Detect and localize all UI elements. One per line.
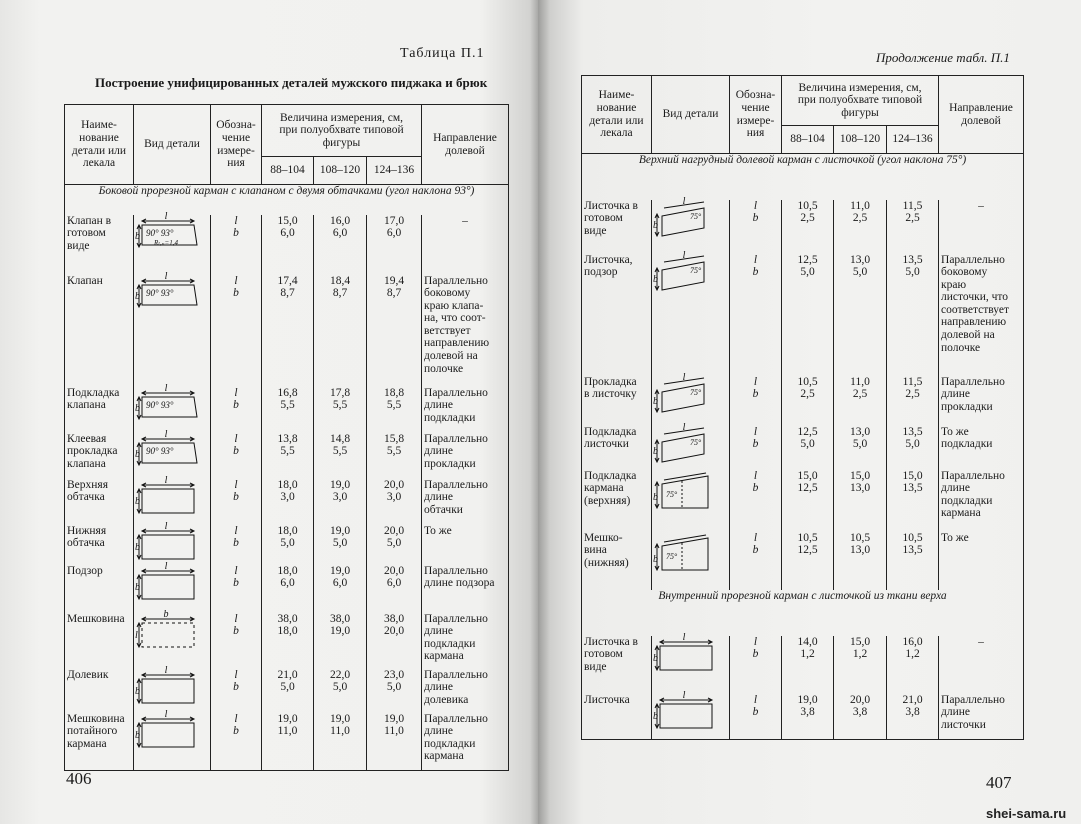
- figure-label: b: [653, 553, 658, 565]
- table-row: [65, 613, 509, 669]
- value-size-3: 20,0 3,0: [367, 479, 422, 525]
- detail-figure: [653, 371, 726, 416]
- value-size-1: 18,0 3,0: [262, 479, 314, 525]
- grain-direction: Параллельно длине подкладки: [422, 387, 509, 433]
- value-size-1: 17,4 8,7: [262, 275, 314, 387]
- value-size-2: 16,0 6,0: [314, 215, 367, 275]
- grain-direction: Параллельно боковому краю листочки, что соответствует направлению долевой на полочке: [939, 254, 1024, 376]
- value-size-3: 23,0 5,0: [367, 669, 422, 713]
- figure-label: l: [164, 520, 168, 532]
- value-size-3: 11,5 2,5: [887, 200, 939, 254]
- col-header-size-3: 124–136: [887, 126, 939, 154]
- table-row: [65, 669, 509, 713]
- detail-name: Клапан в готовом виде: [65, 215, 134, 275]
- detail-view-cell: [652, 470, 730, 532]
- measure-symbol: l b: [211, 387, 262, 433]
- detail-figure: [653, 689, 726, 734]
- detail-name: Листочка в готовом виде: [582, 200, 652, 254]
- figure-label: l: [682, 195, 686, 207]
- grain-direction: Параллельно длине листочки: [939, 694, 1024, 740]
- value-size-2: 19,0 3,0: [314, 479, 367, 525]
- value-size-2: 11,0 2,5: [834, 200, 887, 254]
- measure-symbol: l b: [211, 669, 262, 713]
- detail-name: Подкладка листочки: [582, 426, 652, 470]
- section-title: Боковой прорезной карман с клапаном с двумя обтачками (угол наклона 93°): [65, 185, 509, 215]
- left-table-label: Таблица П.1: [400, 46, 485, 61]
- value-size-3: 38,0 20,0: [367, 613, 422, 669]
- detail-name: Клапан: [65, 275, 134, 387]
- detail-name: Верхняя обтачка: [65, 479, 134, 525]
- value-size-2: 22,0 5,0: [314, 669, 367, 713]
- figure-label: b: [135, 729, 140, 741]
- value-size-2: 18,4 8,7: [314, 275, 367, 387]
- figure-label: 75°: [690, 387, 702, 397]
- value-size-3: 21,0 3,8: [887, 694, 939, 740]
- figure-label: b: [135, 541, 140, 553]
- detail-view-cell: [652, 249, 730, 376]
- figure-label: l: [682, 421, 686, 433]
- figure-label: l: [164, 382, 168, 394]
- table-row: [65, 433, 509, 479]
- detail-view-cell: [652, 371, 730, 426]
- detail-view-cell: [134, 210, 211, 275]
- value-size-2: 10,5 13,0: [834, 532, 887, 590]
- grain-direction: Параллельно длине подзора: [422, 565, 509, 613]
- detail-figure: [653, 249, 726, 294]
- left-page: [0, 0, 538, 824]
- value-size-3: 15,0 13,5: [887, 470, 939, 532]
- value-size-1: 10,5 2,5: [782, 376, 834, 426]
- value-size-1: 18,0 6,0: [262, 565, 314, 613]
- detail-figure: [654, 532, 726, 572]
- col-header-size-1: 88–104: [782, 126, 834, 154]
- detail-figure: [135, 210, 208, 255]
- measure-symbol: l b: [730, 694, 782, 740]
- grain-direction: То же: [939, 532, 1024, 590]
- section-header-row: [582, 590, 1024, 636]
- col-header-symbol: Обозна- чение измере- ния: [211, 105, 262, 185]
- figure-label: l: [135, 629, 138, 641]
- figure-label: l: [164, 664, 168, 676]
- figure-label: b: [135, 448, 140, 460]
- site-watermark: shei-sama.ru: [986, 806, 1067, 821]
- value-size-1: 18,0 5,0: [262, 525, 314, 565]
- detail-name: Мешко- вина (нижняя): [582, 532, 652, 590]
- value-size-2: 15,0 13,0: [834, 470, 887, 532]
- grain-direction: Параллельно длине долевика: [422, 669, 509, 713]
- detail-view-cell: [134, 560, 211, 613]
- figure-label: 75°: [666, 551, 678, 561]
- measure-symbol: l b: [211, 713, 262, 771]
- detail-figure: [135, 270, 208, 315]
- dim-line: [664, 535, 706, 542]
- figure-label: b: [135, 290, 140, 302]
- right-table: [581, 75, 1024, 740]
- measure-symbol: l b: [730, 426, 782, 470]
- value-size-2: 11,0 2,5: [834, 376, 887, 426]
- figure-label: b: [135, 402, 140, 414]
- detail-view-cell: [652, 689, 730, 740]
- detail-view-cell: [652, 631, 730, 694]
- detail-name: Подкладка кармана (верхняя): [582, 470, 652, 532]
- detail-figure: [653, 195, 726, 240]
- figure-label: b: [653, 219, 658, 231]
- detail-figure: [135, 708, 208, 753]
- figure-label: b: [653, 710, 658, 722]
- detail-figure: [135, 608, 208, 653]
- left-table: [64, 104, 509, 771]
- col-header-view: Вид детали: [652, 76, 730, 154]
- detail-name: Подкладка клапана: [65, 387, 134, 433]
- table-row: [582, 376, 1024, 426]
- grain-direction: Параллельно длине подкладки кармана: [422, 613, 509, 669]
- detail-figure: [135, 520, 208, 565]
- measure-symbol: l b: [211, 565, 262, 613]
- table-row: [582, 636, 1024, 694]
- value-size-1: 19,0 3,8: [782, 694, 834, 740]
- detail-view-cell: [134, 664, 211, 713]
- rect-shape: [142, 723, 194, 747]
- detail-figure: [653, 631, 726, 676]
- measure-symbol: l b: [211, 433, 262, 479]
- col-header-size-group: Величина измерения, см, при полуобхвате типовой фигуры: [262, 105, 422, 157]
- detail-view-cell: [134, 382, 211, 433]
- col-header-size-2: 108–120: [834, 126, 887, 154]
- value-size-3: 16,0 1,2: [887, 636, 939, 694]
- value-size-2: 13,0 5,0: [834, 426, 887, 470]
- measure-symbol: l b: [211, 613, 262, 669]
- detail-figure: [135, 382, 208, 427]
- value-size-1: 19,0 11,0: [262, 713, 314, 771]
- measure-symbol: l b: [730, 200, 782, 254]
- grain-direction: Параллельно длине прокладки: [939, 376, 1024, 426]
- value-size-3: 11,5 2,5: [887, 376, 939, 426]
- grain-direction: –: [939, 636, 1024, 694]
- detail-view-cell: [134, 270, 211, 387]
- detail-view-cell: [652, 532, 730, 590]
- value-size-3: 19,0 11,0: [367, 713, 422, 771]
- value-size-3: 20,0 6,0: [367, 565, 422, 613]
- detail-view-cell: [134, 520, 211, 565]
- measure-symbol: l b: [211, 215, 262, 275]
- table-row: [65, 713, 509, 771]
- table-row: [65, 215, 509, 275]
- detail-name: Подзор: [65, 565, 134, 613]
- detail-figure: [653, 421, 726, 466]
- rect-shape: [142, 679, 194, 703]
- detail-name: Листочка: [582, 694, 652, 740]
- table-row: [65, 387, 509, 433]
- col-header-name: Наиме- нование детали или лекала: [582, 76, 652, 154]
- value-size-2: 17,8 5,5: [314, 387, 367, 433]
- detail-name: Клеевая прокладка клапана: [65, 433, 134, 479]
- grain-direction: Параллельно длине прокладки: [422, 433, 509, 479]
- detail-name: Листочка в готовом виде: [582, 636, 652, 694]
- detail-figure: [135, 664, 208, 709]
- value-size-3: 10,5 13,5: [887, 532, 939, 590]
- col-header-grain: Направление долевой: [939, 76, 1024, 154]
- figure-label: 90° 93°: [146, 227, 174, 238]
- figure-label: l: [682, 249, 686, 261]
- figure-label: b: [653, 652, 658, 664]
- detail-figure: [654, 470, 726, 510]
- figure-label: Rₗ,ₙ=1,4: [154, 238, 179, 247]
- value-size-2: 15,0 1,2: [834, 636, 887, 694]
- figure-label: l: [682, 631, 686, 643]
- table-row: [582, 470, 1024, 532]
- value-size-1: 15,0 12,5: [782, 470, 834, 532]
- measure-symbol: l b: [730, 636, 782, 694]
- table-row: [582, 694, 1024, 740]
- figure-label: b: [653, 395, 658, 407]
- rect-shape: [142, 535, 194, 559]
- value-size-1: 10,5 2,5: [782, 200, 834, 254]
- rect-shape: [660, 646, 712, 670]
- figure-label: b: [653, 445, 658, 457]
- section-title: Внутренний прорезной карман с листочкой из ткани верха: [582, 590, 1024, 636]
- value-size-2: 20,0 3,8: [834, 694, 887, 740]
- grain-direction: Параллельно длине обтачки: [422, 479, 509, 525]
- figure-label: b: [135, 230, 140, 242]
- col-header-view: Вид детали: [134, 105, 211, 185]
- figure-label: l: [682, 371, 686, 383]
- rect-shape: [660, 704, 712, 728]
- measure-symbol: l b: [730, 470, 782, 532]
- dim-line: [664, 473, 706, 480]
- grain-direction: То же: [422, 525, 509, 565]
- figure-label: b: [135, 685, 140, 697]
- grain-direction: Параллельно боковому краю клапа- на, что соот- ветствует направлению долевой на полочке: [422, 275, 509, 387]
- grain-direction: Параллельно длине подкладки кармана: [939, 470, 1024, 532]
- figure-label: b: [163, 608, 169, 620]
- grain-direction: То же подкладки: [939, 426, 1024, 470]
- table-row: [65, 275, 509, 387]
- table-row: [65, 479, 509, 525]
- section-title: Верхний нагрудный долевой карман с листочкой (угол наклона 75°): [582, 154, 1024, 200]
- grain-direction: Параллельно длине подкладки кармана: [422, 713, 509, 771]
- value-size-3: 19,4 8,7: [367, 275, 422, 387]
- table-row: [582, 200, 1024, 254]
- figure-label: b: [135, 495, 140, 507]
- col-header-symbol: Обозна- чение измере- ния: [730, 76, 782, 154]
- detail-view-cell: [134, 608, 211, 669]
- figure-label: l: [164, 560, 168, 572]
- detail-figure: [135, 560, 208, 605]
- col-header-grain: Направление долевой: [422, 105, 509, 185]
- section-header-row: [65, 185, 509, 215]
- grain-direction: –: [939, 200, 1024, 254]
- detail-name: Мешковина: [65, 613, 134, 669]
- measure-symbol: l b: [211, 275, 262, 387]
- detail-name: Мешковина потайного кармана: [65, 713, 134, 771]
- grain-direction: –: [422, 215, 509, 275]
- figure-label: 75°: [666, 489, 678, 499]
- value-size-1: 16,8 5,5: [262, 387, 314, 433]
- value-size-3: 17,0 6,0: [367, 215, 422, 275]
- figure-label: 90° 93°: [146, 287, 174, 298]
- detail-view-cell: [134, 474, 211, 525]
- value-size-1: 12,5 5,0: [782, 254, 834, 376]
- figure-label: l: [164, 708, 168, 720]
- detail-figure: [135, 474, 208, 519]
- measure-symbol: l b: [730, 254, 782, 376]
- detail-name: Листочка, подзор: [582, 254, 652, 376]
- detail-view-cell: [652, 195, 730, 254]
- value-size-2: 19,0 5,0: [314, 525, 367, 565]
- figure-label: b: [653, 491, 658, 503]
- detail-figure: [135, 428, 208, 473]
- col-header-name: Наиме- нование детали или лекала: [65, 105, 134, 185]
- value-size-1: 21,0 5,0: [262, 669, 314, 713]
- value-size-1: 10,5 12,5: [782, 532, 834, 590]
- col-header-size-3: 124–136: [367, 157, 422, 185]
- value-size-2: 14,8 5,5: [314, 433, 367, 479]
- value-size-1: 38,0 18,0: [262, 613, 314, 669]
- value-size-1: 13,8 5,5: [262, 433, 314, 479]
- measure-symbol: l b: [211, 525, 262, 565]
- value-size-1: 15,0 6,0: [262, 215, 314, 275]
- table-row: [582, 254, 1024, 376]
- right-page-number: 407: [986, 773, 1012, 792]
- table-row: [582, 426, 1024, 470]
- value-size-3: 13,5 5,0: [887, 254, 939, 376]
- value-size-3: 15,8 5,5: [367, 433, 422, 479]
- value-size-1: 12,5 5,0: [782, 426, 834, 470]
- right-page: [538, 0, 1081, 824]
- detail-view-cell: [134, 708, 211, 771]
- detail-name: Нижняя обтачка: [65, 525, 134, 565]
- rect-shape: [142, 575, 194, 599]
- detail-view-cell: [652, 421, 730, 470]
- figure-label: 90° 93°: [146, 445, 174, 456]
- figure-label: 90° 93°: [146, 399, 174, 410]
- detail-view-cell: [134, 428, 211, 479]
- detail-name: Прокладка в листочку: [582, 376, 652, 426]
- value-size-3: 13,5 5,0: [887, 426, 939, 470]
- figure-label: b: [135, 581, 140, 593]
- figure-label: 75°: [690, 265, 702, 275]
- figure-label: l: [164, 474, 168, 486]
- right-table-label: Продолжение табл. П.1: [876, 50, 1010, 65]
- figure-label: l: [164, 270, 168, 282]
- left-doc-title: Построение унифицированных деталей мужского пиджака и брюк: [95, 75, 488, 90]
- detail-name: Долевик: [65, 669, 134, 713]
- figure-label: l: [682, 689, 686, 701]
- measure-symbol: l b: [211, 479, 262, 525]
- value-size-3: 20,0 5,0: [367, 525, 422, 565]
- table-row: [582, 532, 1024, 590]
- figure-label: l: [164, 210, 168, 222]
- dashed-rect-shape: [142, 623, 194, 647]
- figure-label: b: [653, 273, 658, 285]
- value-size-2: 19,0 11,0: [314, 713, 367, 771]
- col-header-size-2: 108–120: [314, 157, 367, 185]
- col-header-size-group: Величина измерения, см, при полуобхвате типовой фигуры: [782, 76, 939, 126]
- measure-symbol: l b: [730, 376, 782, 426]
- left-page-number: 406: [66, 769, 92, 788]
- measure-symbol: l b: [730, 532, 782, 590]
- rect-shape: [142, 489, 194, 513]
- table-row: [65, 565, 509, 613]
- value-size-1: 14,0 1,2: [782, 636, 834, 694]
- value-size-2: 13,0 5,0: [834, 254, 887, 376]
- figure-label: l: [164, 428, 168, 440]
- value-size-2: 38,0 19,0: [314, 613, 367, 669]
- figure-label: 75°: [690, 211, 702, 221]
- value-size-2: 19,0 6,0: [314, 565, 367, 613]
- section-header-row: [582, 154, 1024, 200]
- col-header-size-1: 88–104: [262, 157, 314, 185]
- table-row: [65, 525, 509, 565]
- value-size-3: 18,8 5,5: [367, 387, 422, 433]
- figure-label: 75°: [690, 437, 702, 447]
